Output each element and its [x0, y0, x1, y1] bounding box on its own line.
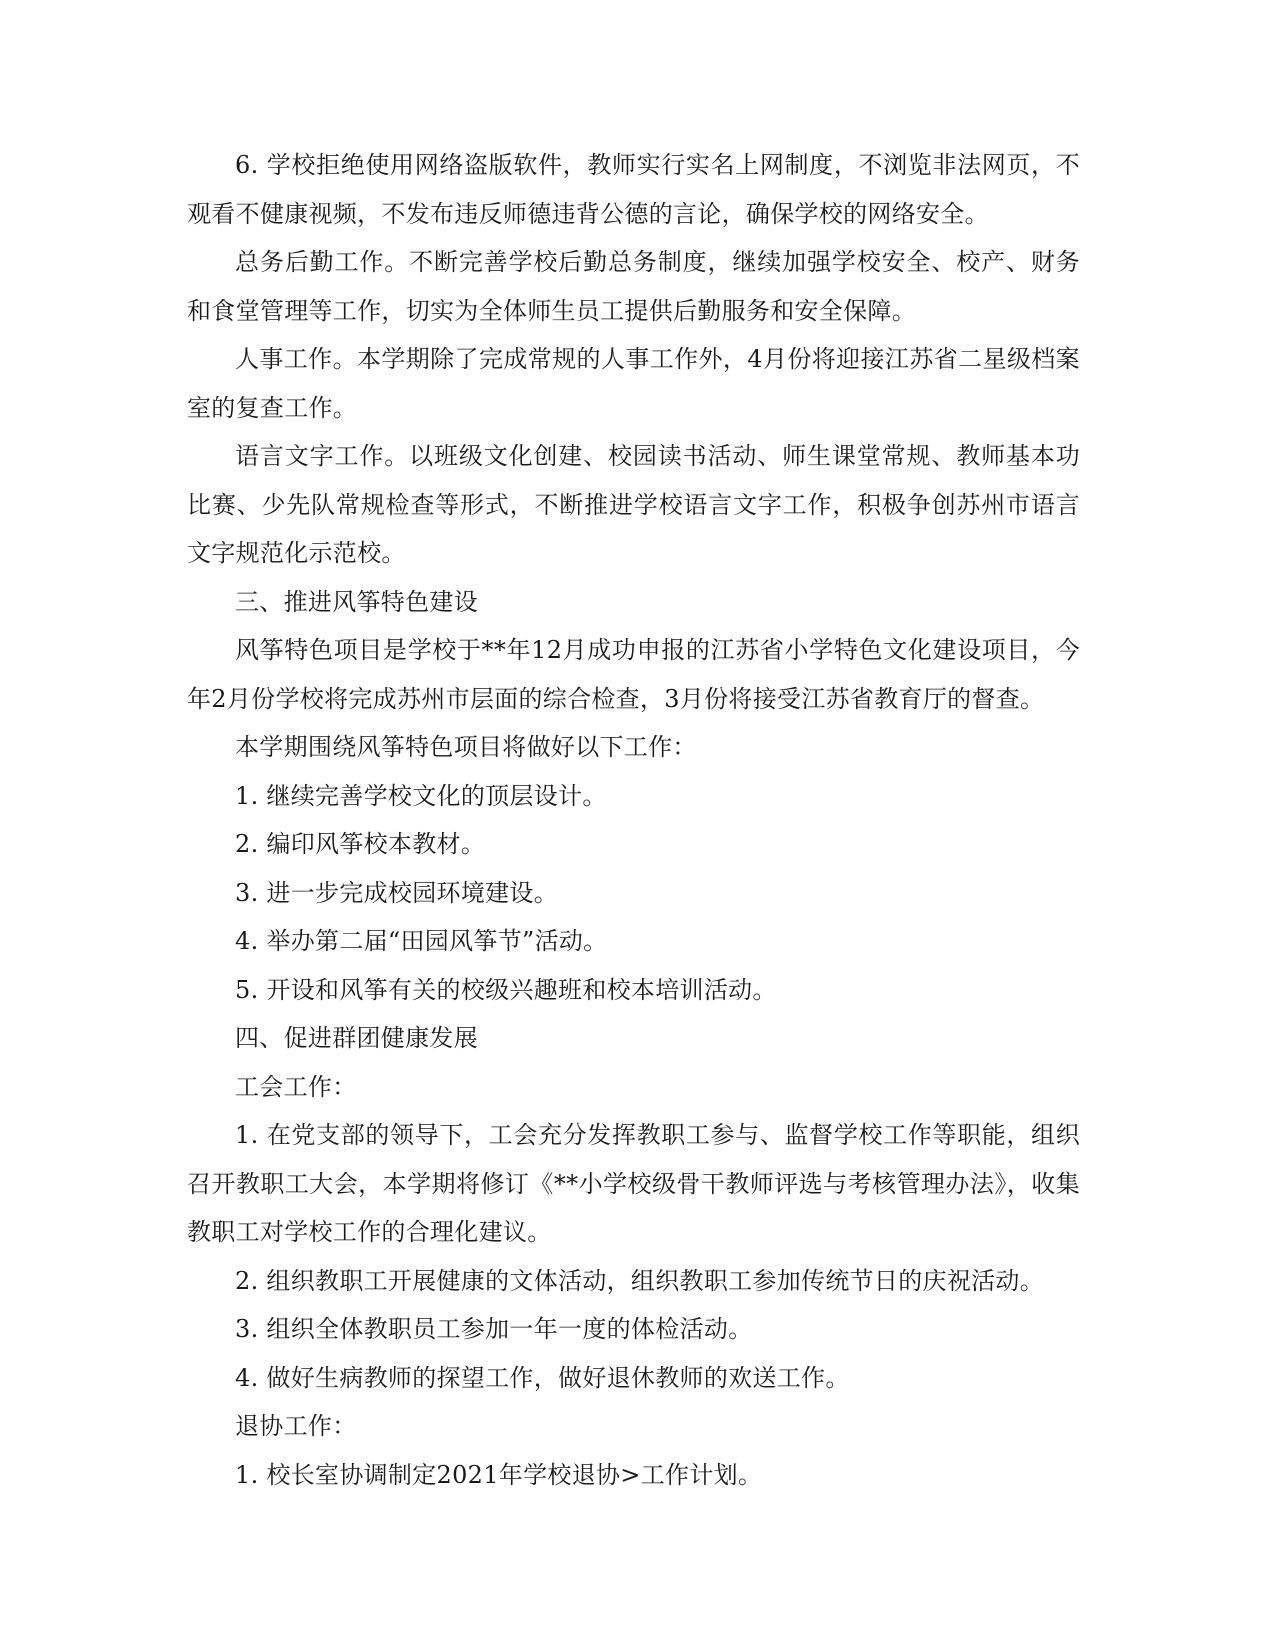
list-item-kite-4: 4. 举办第二届“田园风筝节”活动。 [235, 927, 608, 955]
paragraph-language-work: 语言文字工作。以班级文化创建、校园读书活动、师生课堂常规、教师基本功比赛、少先队常规检查等形式，不断推进学校语言文字工作，积极争创苏州市语言文字规范化示范校。 [187, 442, 1080, 567]
list-item-union-4: 4. 做好生病教师的探望工作，做好退休教师的欢送工作。 [235, 1363, 850, 1392]
paragraph-kite-intro: 本学期围绕风筝特色项目将做好以下工作： [235, 733, 697, 761]
list-item-union-3: 3. 组织全体教职员工参加一年一度的体检活动。 [235, 1315, 753, 1343]
paragraph-network-security: 6. 学校拒绝使用网络盗版软件，教师实行实名上网制度，不浏览非法网页，不观看不健康视频，不发布违反师德违背公德的言论，确保学校的网络安全。 [187, 151, 1080, 228]
subheading-union-work: 工会工作： [235, 1072, 357, 1101]
list-item-kite-5: 5. 开设和风筝有关的校级兴趣班和校本培训活动。 [235, 975, 777, 1004]
document-body [187, 141, 1080, 1499]
list-item-kite-1: 1. 继续完善学校文化的顶层设计。 [235, 781, 607, 810]
list-item-union-1: 1. 在党支部的领导下，工会充分发挥教职工参与、监督学校工作等职能，组织召开教职工大会，本学期将修订《**小学校级骨干教师评选与考核管理办法》，收集教职工对学校工作的合理化建议。 [187, 1121, 1080, 1246]
section-heading-kite-feature: 三、推进风筝特色建设 [235, 587, 478, 616]
list-item-kite-2: 2. 编印风筝校本教材。 [235, 830, 486, 858]
list-item-kite-3: 3. 进一步完成校园环境建设。 [235, 878, 559, 907]
list-item-retiree-1: 1. 校长室协调制定2021年学校退协>工作计划。 [235, 1460, 763, 1489]
section-heading-group-development: 四、促进群团健康发展 [235, 1024, 478, 1052]
paragraph-kite-project: 风筝特色项目是学校于**年12月成功申报的江苏省小学特色文化建设项目，今年2月份学校将完成苏州市层面的综合检查，3月份将接受江苏省教育厅的督查。 [187, 636, 1080, 713]
subheading-retiree-work: 退协工作： [235, 1412, 357, 1440]
paragraph-logistics-work: 总务后勤工作。不断完善学校后勤总务制度，继续加强学校安全、校产、财务和食堂管理等工作，切实为全体师生员工提供后勤服务和安全保障。 [187, 248, 1080, 325]
paragraph-personnel-work: 人事工作。本学期除了完成常规的人事工作外，4月份将迎接江苏省二星级档案室的复查工作。 [187, 345, 1080, 422]
list-item-union-2: 2. 组织教职工开展健康的文体活动，组织教职工参加传统节日的庆祝活动。 [235, 1266, 1045, 1295]
